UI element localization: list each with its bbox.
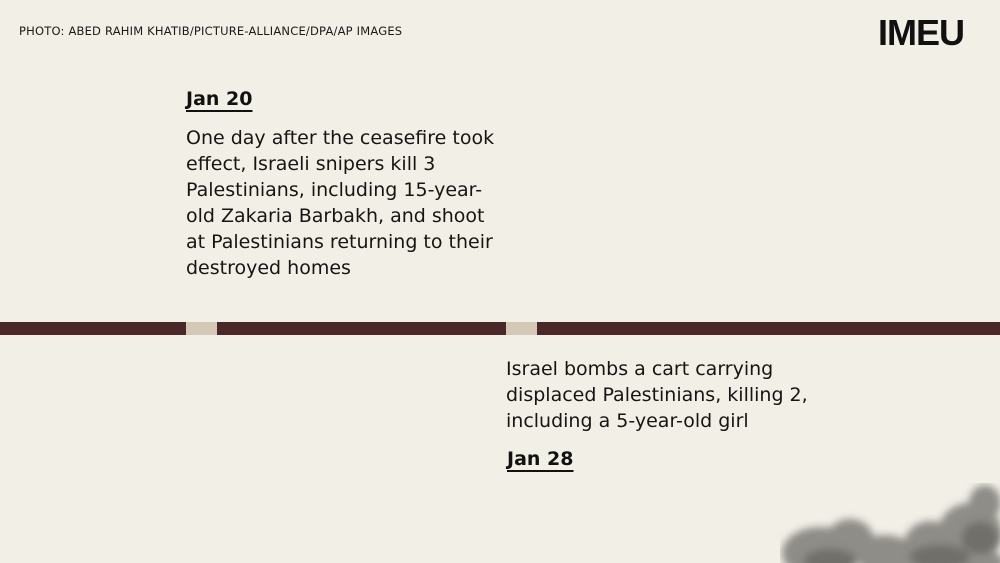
- timeline-marker-jan-20: [186, 322, 217, 335]
- event-date-jan-20: Jan 20: [186, 88, 253, 110]
- photo-credit: PHOTO: ABED RAHIM KHATIB/PICTURE-ALLIANCE/DPA/AP IMAGES: [19, 24, 403, 38]
- smoke-photo-fragment: [780, 483, 1000, 563]
- event-description-jan-28: Israel bombs a cart carrying displaced Palestinians, killing 2, including a 5-year-old girl: [506, 358, 808, 432]
- event-description-jan-20: One day after the ceasefire took effect, Israeli snipers kill 3 Palestinians, including 15-year-old Zakaria Barbakh, and shoot at Palestinians returning to their destroyed homes: [186, 127, 495, 279]
- timeline-bar: [0, 322, 1000, 335]
- event-date-jan-28: Jan 28: [507, 448, 574, 470]
- timeline-marker-jan-28: [506, 322, 537, 335]
- smoke-icon: [780, 483, 1000, 563]
- imeu-logo: IMEU: [878, 12, 964, 53]
